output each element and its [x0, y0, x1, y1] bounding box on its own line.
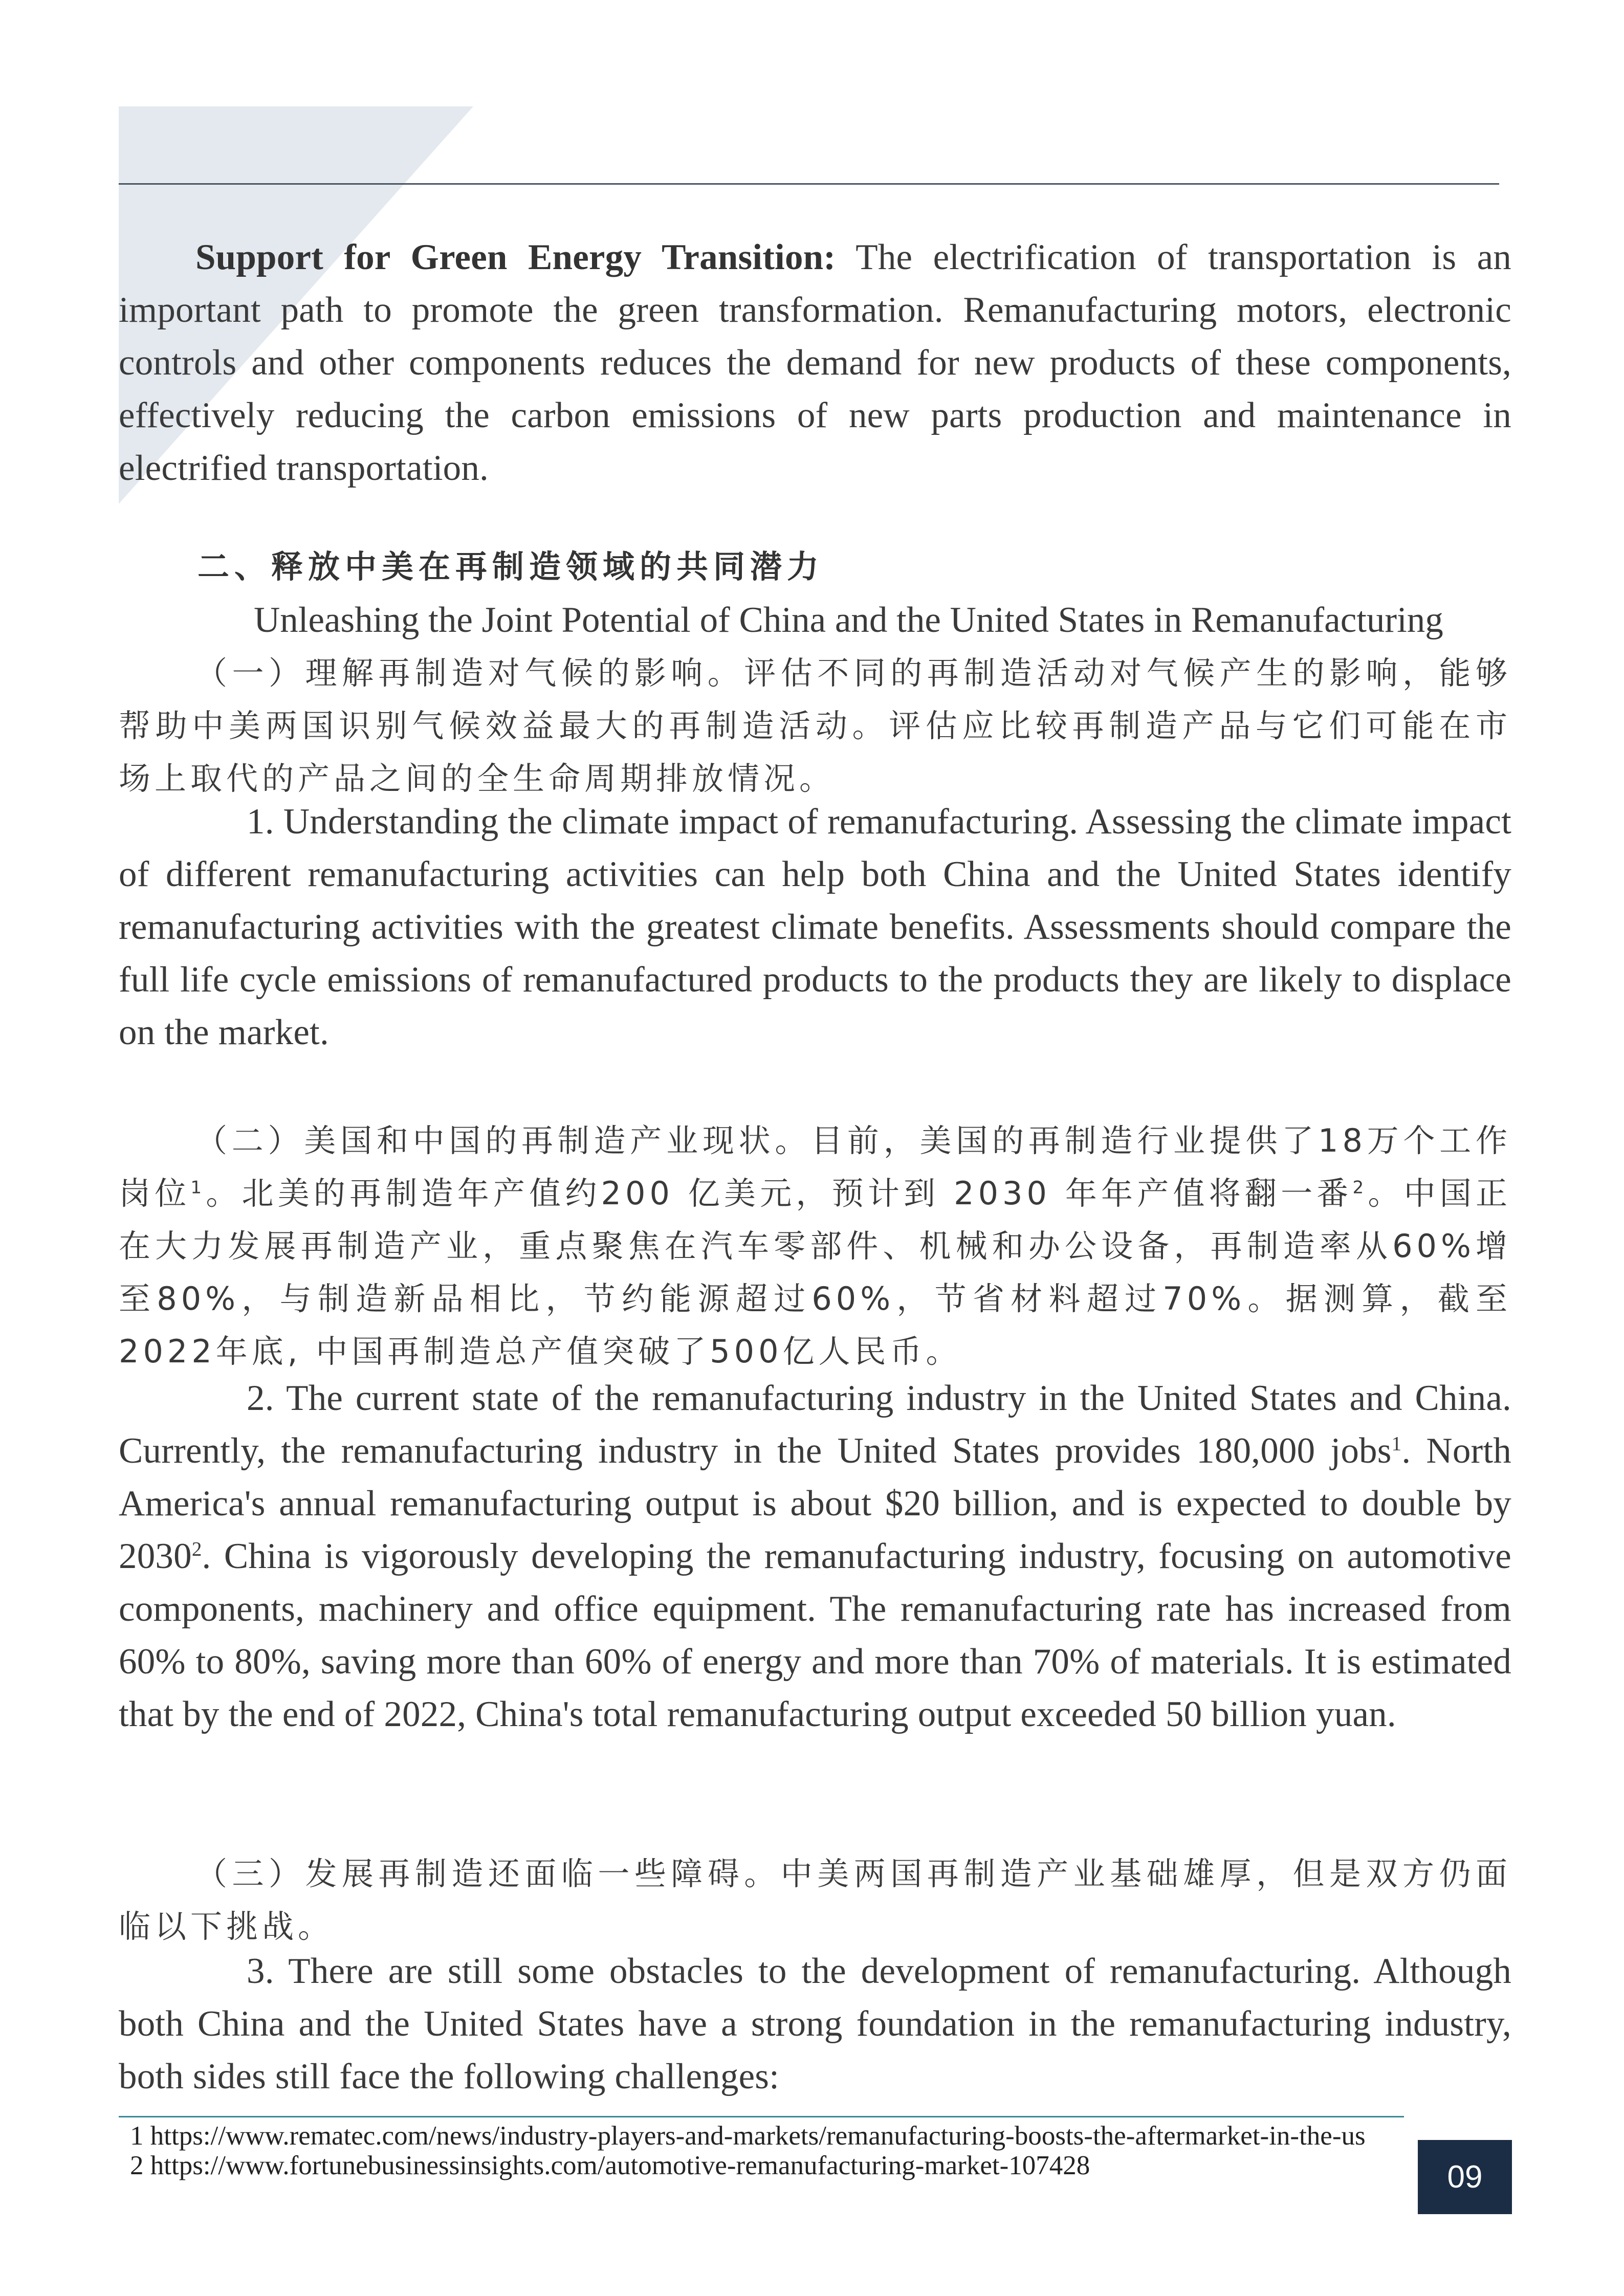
item2-en-part3: . China is vigorously developing the remanufacturing industry, focusing on automotive components, machinery and office equipment. The remanufacturing rate has increased from 60% to 80%, saving more than 60% of energy and more than 70% of materials. It is estimated that by the end of 2022, China's total remanufacturing output exceeded 50 billion yuan. [119, 1536, 1511, 1734]
footnote-ref: 2 [191, 1538, 202, 1560]
section-heading-en: Unleashing the Joint Potential of China and the United States in Remanufacturing [254, 600, 1443, 640]
item1-zh-text: （一）理解再制造对气候的影响。评估不同的再制造活动对气候产生的影响，能够帮助中美两国识别气候效益最大的再制造活动。评估应比较再制造产品与它们可能在市场上取代的产品之间的全生命周期排放情况。 [119, 654, 1511, 797]
item2-en-part1: 2. The current state of the remanufacturing industry in the United States and China. Currently, the remanufacturing industry in the United States provides 180,000 jobs [119, 1378, 1511, 1471]
item2-zh-paragraph [119, 1114, 1511, 1378]
item3-en-paragraph [119, 1945, 1511, 2103]
item2-zh-part3: 。中国正在大力发展再制造产业，重点聚焦在汽车零部件、机械和办公设备，再制造率从60%增至80%，与制造新品相比，节约能源超过60%，节省材料超过70%。据测算，截至2022年底, 中国再制造总产值突破了500亿人民币。 [119, 1175, 1511, 1370]
header-rule [119, 183, 1499, 185]
footnote-rule [119, 2116, 1404, 2117]
item3-zh-text: （三）发展再制造还面临一些障碍。中美两国再制造产业基础雄厚，但是双方仍面临以下挑战。 [119, 1855, 1511, 1945]
footnote-2: 2 https://www.fortunebusinessinsights.com/automotive-remanufacturing-market-107428 [130, 2151, 1090, 2180]
support-text: The electrification of transportation is an important path to promote the green transformation. Remanufacturing motors, electronic controls and other components reduces the demand for new products of these components, effectively reducing the carbon emissions of new parts production and maintenance in electrified transportation. [119, 237, 1511, 488]
page-number: 09 [1447, 2159, 1483, 2195]
support-green-energy-paragraph [119, 231, 1511, 495]
section-heading-zh: 二、释放中美在再制造领域的共同潜力 [197, 548, 824, 585]
item1-en-text: 1. Understanding the climate impact of remanufacturing. Assessing the climate impact of different remanufacturing activities can help both China and the United States identify remanufacturing activities with the greatest climate benefits. Assessments should compare the full life cycle emissions of remanufactured products to the products they are likely to displace on the market. [119, 802, 1511, 1052]
item3-en-text: 3. There are still some obstacles to the development of remanufacturing. Although both China and the United States have a strong foundation in the remanufacturing industry, both sides still face the following challenges: [119, 1951, 1511, 2096]
page-number-badge [1418, 2140, 1512, 2214]
item2-zh-part1: （二）美国和中国的再制造产业现状。目前，美国的再制造行业提供了18万个工作岗位 [119, 1122, 1511, 1212]
footnote-ref: 1 [1391, 1432, 1402, 1455]
footnote-ref: 2 [1352, 1177, 1368, 1198]
footnotes [130, 2121, 1409, 2180]
footnote-1: 1 https://www.rematec.com/news/industry-players-and-markets/remanufacturing-boosts-the-aftermarket-in-the-us [130, 2121, 1366, 2151]
item2-en-paragraph [119, 1372, 1511, 1741]
item2-zh-part2: 。北美的再制造年产值约200 亿美元，预计到 2030 年年产值将翻一番 [206, 1175, 1353, 1212]
item1-zh-paragraph [119, 647, 1511, 805]
item2-en-part2: . North America's annual remanufacturing output is about $20 billion, and is expected to double by 2030 [119, 1431, 1511, 1576]
item3-zh-paragraph [119, 1847, 1511, 1953]
item1-en-paragraph [119, 796, 1511, 1059]
footnote-ref: 1 [190, 1177, 206, 1198]
support-lead: Support for Green Energy Transition: [195, 237, 836, 277]
